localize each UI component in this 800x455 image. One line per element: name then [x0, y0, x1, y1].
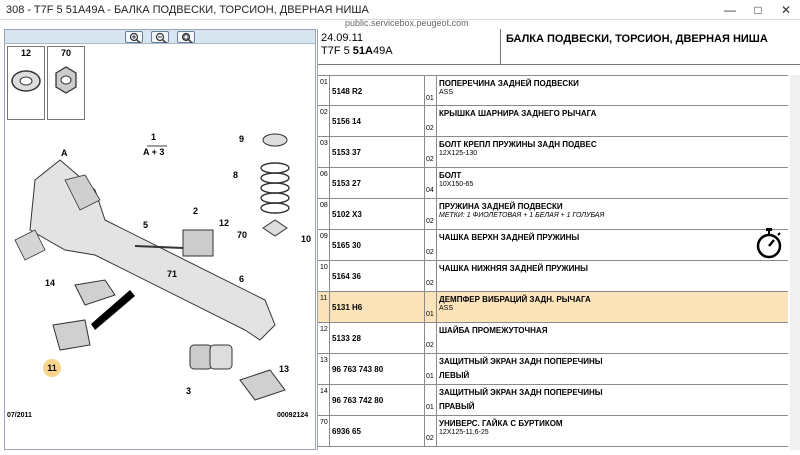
cell-divider [424, 385, 425, 415]
table-row[interactable] [318, 137, 788, 168]
part-quantity: 01 [426, 404, 434, 411]
part-detail: МЕТКИ: 1 ФИОЛЕТОВАЯ + 1 БЕЛАЯ + 1 ГОЛУБАЯ [439, 212, 605, 219]
code-suffix: 49A [372, 45, 393, 57]
table-row[interactable] [318, 292, 788, 323]
url-bar [0, 20, 800, 29]
part-detail: ASS [439, 89, 454, 96]
part-detail: 12X125-130 [439, 150, 478, 157]
diagram-toolbar [5, 30, 315, 44]
part-reference[interactable]: 5131 H6 [332, 303, 363, 312]
exploded-diagram [5, 90, 315, 450]
part-quantity: 02 [426, 342, 434, 349]
part-position: 10 [320, 264, 328, 271]
callout-11[interactable]: 11 [43, 359, 61, 377]
part-quantity: 02 [426, 435, 434, 442]
part-description: ЗАЩИТНЫЙ ЭКРАН ЗАДН ПОПЕРЕЧИНЫ [439, 357, 603, 366]
part-position: 08 [320, 202, 328, 209]
parts-panel [317, 29, 800, 450]
part-quantity: 01 [426, 373, 434, 380]
part-position: 01 [320, 79, 328, 86]
part-reference[interactable]: 5153 27 [332, 179, 361, 188]
part-position: 09 [320, 233, 328, 240]
part-description: БОЛТ КРЕПЛ ПРУЖИНЫ ЗАДН ПОДВЕС [439, 140, 597, 149]
window-title: 308 - T7F 5 51A49A - БАЛКА ПОДВЕСКИ, ТОРСИОН, ДВЕРНАЯ НИША [6, 4, 369, 16]
part-position: 70 [320, 419, 328, 426]
table-row[interactable] [318, 199, 788, 230]
part-reference[interactable]: 5148 R2 [332, 87, 363, 96]
parts-scrollbar[interactable] [790, 75, 800, 450]
diagram-date: 07/2011 [7, 412, 32, 419]
zoom-in-icon [129, 32, 141, 43]
cell-divider [436, 106, 437, 136]
cell-divider [424, 261, 425, 291]
cell-divider [424, 292, 425, 322]
callout-5[interactable]: 5 [143, 220, 149, 230]
diagram-number: 00092124 [277, 412, 309, 419]
zoom-out-button[interactable] [151, 31, 169, 43]
part-description: БОЛТ [439, 171, 462, 180]
part-description: ПРУЖИНА ЗАДНЕЙ ПОДВЕСКИ [439, 202, 563, 211]
url-text: public.servicebox.peugeot.com [345, 18, 469, 28]
part-quantity: 02 [426, 218, 434, 225]
diagram-panel [4, 29, 316, 450]
cell-divider [436, 292, 437, 322]
callout-14[interactable]: 14 [45, 278, 56, 288]
part-description: ПОПЕРЕЧИНА ЗАДНЕЙ ПОДВЕСКИ [439, 79, 579, 88]
part-position: 11 [320, 295, 328, 302]
callout-3[interactable]: 3 [186, 386, 192, 396]
callout-71[interactable]: 71 [167, 269, 178, 279]
part-detail: 12X125-11,6-25 [439, 429, 489, 436]
part-quantity: 01 [426, 95, 434, 102]
part-detail: ASS [439, 305, 454, 312]
part-description: ЧАШКА НИЖНЯЯ ЗАДНЕЙ ПРУЖИНЫ [439, 264, 588, 273]
part-position: 02 [320, 109, 328, 116]
cell-divider [436, 416, 437, 446]
part-quantity: 01 [426, 311, 434, 318]
header-divider [500, 29, 501, 65]
cell-divider [424, 137, 425, 167]
table-row[interactable] [318, 75, 788, 106]
part-reference[interactable]: 5133 28 [332, 334, 361, 343]
zoom-out-icon [155, 32, 167, 43]
window-titlebar [0, 0, 800, 20]
cell-divider [436, 137, 437, 167]
part-description: ДЕМПФЕР ВИБРАЦИЙ ЗАДН. РЫЧАГА [439, 295, 591, 304]
part-quantity: 02 [426, 125, 434, 132]
part-reference[interactable]: 5153 37 [332, 148, 361, 157]
part-reference[interactable]: 5164 36 [332, 272, 361, 281]
cell-divider [436, 76, 437, 106]
callout-13[interactable]: 13 [279, 364, 290, 374]
table-row[interactable] [318, 230, 788, 261]
part-reference[interactable]: 96 763 743 80 [332, 365, 384, 374]
callout-9[interactable]: 9 [239, 134, 245, 144]
cell-divider [436, 385, 437, 415]
part-position: 12 [320, 326, 328, 333]
code-prefix: T7F 5 [321, 45, 353, 57]
part-reference[interactable]: 5165 30 [332, 241, 361, 250]
code-bold: 51A [352, 45, 373, 57]
callout-2[interactable]: 2 [193, 206, 199, 216]
part-position: 06 [320, 171, 328, 178]
part-description: ШАЙБА ПРОМЕЖУТОЧНАЯ [439, 326, 548, 335]
cell-divider [424, 354, 425, 384]
table-row[interactable] [318, 106, 788, 137]
cell-divider [424, 199, 425, 229]
cell-divider [436, 230, 437, 260]
part-reference[interactable]: 6936 65 [332, 427, 361, 436]
part-side: ПРАВЫЙ [439, 402, 475, 411]
part-description: УНИВЕРС. ГАЙКА С БУРТИКОМ [439, 419, 563, 428]
callout-12[interactable]: 12 [219, 218, 230, 228]
stopwatch-icon[interactable] [755, 227, 783, 259]
minimize-button[interactable]: — [724, 3, 736, 17]
part-description: ЧАШКА ВЕРХН ЗАДНЕЙ ПРУЖИНЫ [439, 233, 580, 242]
cell-divider [424, 416, 425, 446]
part-side: ЛЕВЫЙ [439, 371, 470, 380]
thumbnail-number: 70 [60, 48, 71, 58]
close-button[interactable]: ✕ [780, 3, 792, 17]
callout-A[interactable]: A [61, 148, 68, 158]
part-description: ЗАЩИТНЫЙ ЭКРАН ЗАДН ПОПЕРЕЧИНЫ [439, 388, 603, 397]
cell-divider [436, 168, 437, 198]
part-description: КРЫШКА ШАРНИРА ЗАДНЕГО РЫЧАГА [439, 109, 597, 118]
cell-divider [424, 323, 425, 353]
maximize-button[interactable]: □ [754, 3, 762, 17]
cell-divider [424, 230, 425, 260]
cell-divider [436, 199, 437, 229]
callout-70[interactable]: 70 [237, 230, 248, 240]
callout-10[interactable]: 10 [301, 234, 312, 244]
table-row[interactable] [318, 416, 788, 447]
cell-divider [424, 168, 425, 198]
table-row[interactable] [318, 168, 788, 199]
parts-header [318, 29, 800, 65]
zoom-fit-button[interactable] [177, 31, 195, 43]
cell-divider [436, 261, 437, 291]
fraction-numerator: 1 [151, 132, 157, 142]
header-title: БАЛКА ПОДВЕСКИ, ТОРСИОН, ДВЕРНАЯ НИША [506, 33, 768, 45]
part-quantity: 04 [426, 187, 434, 194]
part-reference[interactable]: 5102 X3 [332, 210, 362, 219]
part-quantity: 02 [426, 249, 434, 256]
parts-table [318, 75, 788, 447]
callout-8[interactable]: 8 [233, 170, 239, 180]
table-row[interactable] [318, 354, 788, 385]
rear-axle-drawing [5, 90, 315, 450]
header-date: 24.09.11 [321, 32, 364, 44]
part-quantity: 02 [426, 280, 434, 287]
table-row[interactable] [318, 261, 788, 292]
header-code [321, 45, 393, 57]
part-position: 13 [320, 357, 328, 364]
cell-divider [436, 323, 437, 353]
zoom-fit-icon [181, 32, 193, 43]
part-position: 03 [320, 140, 328, 147]
part-reference[interactable]: 96 763 742 80 [332, 396, 384, 405]
part-reference[interactable]: 5156 14 [332, 117, 361, 126]
part-position: 14 [320, 388, 328, 395]
table-row[interactable] [318, 323, 788, 354]
zoom-in-button[interactable] [125, 31, 143, 43]
thumbnail-number: 12 [20, 48, 31, 58]
part-quantity: 02 [426, 156, 434, 163]
part-detail: 10X150-65 [439, 181, 474, 188]
cell-divider [424, 76, 425, 106]
cell-divider [436, 354, 437, 384]
callout-6[interactable]: 6 [239, 274, 245, 284]
fraction-denominator: A + 3 [143, 147, 165, 157]
table-row[interactable] [318, 385, 788, 416]
cell-divider [424, 106, 425, 136]
